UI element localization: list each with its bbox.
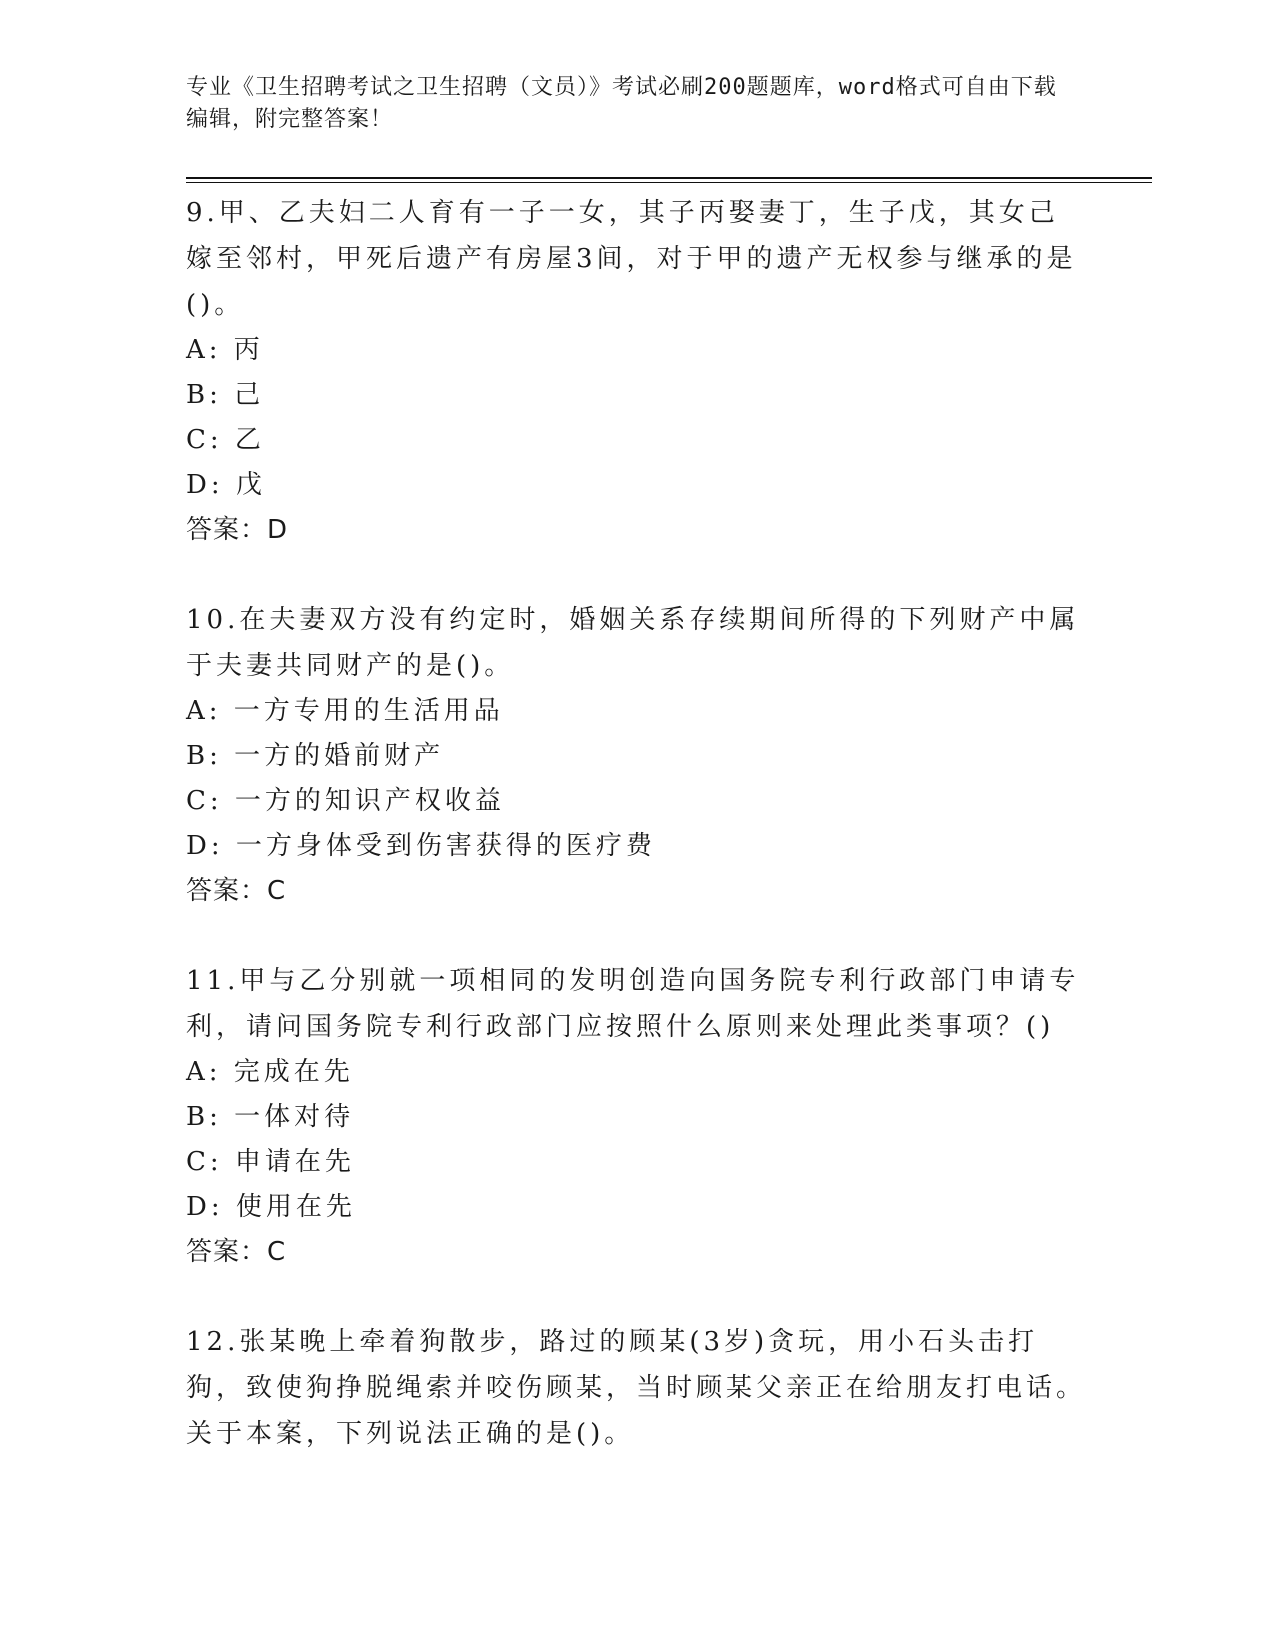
option-a: A: 完成在先 (186, 1057, 354, 1087)
option-c: C: 申请在先 (186, 1147, 355, 1177)
answer-label: 答案：D (186, 515, 289, 545)
answer-label: 答案：C (186, 876, 287, 906)
option-c: C: 乙 (186, 425, 265, 455)
question-stem: 12.张某晚上牵着狗散步，路过的顾某(3岁)贪玩，用小石头击打狗，致使狗挣脱绳索并咬伤顾某，当时顾某父亲正在给朋友打电话。关于本案，下列说法正确的是()。 (186, 1327, 1087, 1449)
question-12 (186, 1319, 1086, 1457)
question-10 (186, 597, 1086, 914)
option-b: B: 一体对待 (186, 1102, 355, 1132)
option-d: D: 使用在先 (186, 1192, 356, 1222)
question-list (186, 190, 1086, 1501)
document-header: 专业《卫生招聘考试之卫生招聘（文员）》考试必刷200题题库，word格式可自由下载编辑，附完整答案！ (186, 75, 1057, 132)
option-a: A: 一方专用的生活用品 (186, 696, 504, 726)
question-9 (186, 190, 1086, 553)
header-divider-thick (186, 177, 1152, 179)
question-stem: 10.在夫妻双方没有约定时，婚姻关系存续期间所得的下列财产中属于夫妻共同财产的是()。 (186, 605, 1080, 681)
option-d: D: 戊 (186, 470, 266, 500)
answer-label: 答案：C (186, 1237, 287, 1267)
question-stem: 9.甲、乙夫妇二人育有一子一女，其子丙娶妻丁，生子戊，其女己嫁至邻村，甲死后遗产有房屋3间，对于甲的遗产无权参与继承的是()。 (186, 198, 1077, 320)
question-11 (186, 958, 1086, 1275)
option-d: D: 一方身体受到伤害获得的医疗费 (186, 831, 656, 861)
header-divider-thin (186, 182, 1152, 183)
option-b: B: 一方的婚前财产 (186, 741, 445, 771)
question-stem: 11.甲与乙分别就一项相同的发明创造向国务院专利行政部门申请专利，请问国务院专利行政部门应按照什么原则来处理此类事项？() (186, 966, 1080, 1042)
option-a: A: 丙 (186, 335, 264, 365)
option-c: C: 一方的知识产权收益 (186, 786, 505, 816)
option-b: B: 己 (186, 380, 265, 410)
